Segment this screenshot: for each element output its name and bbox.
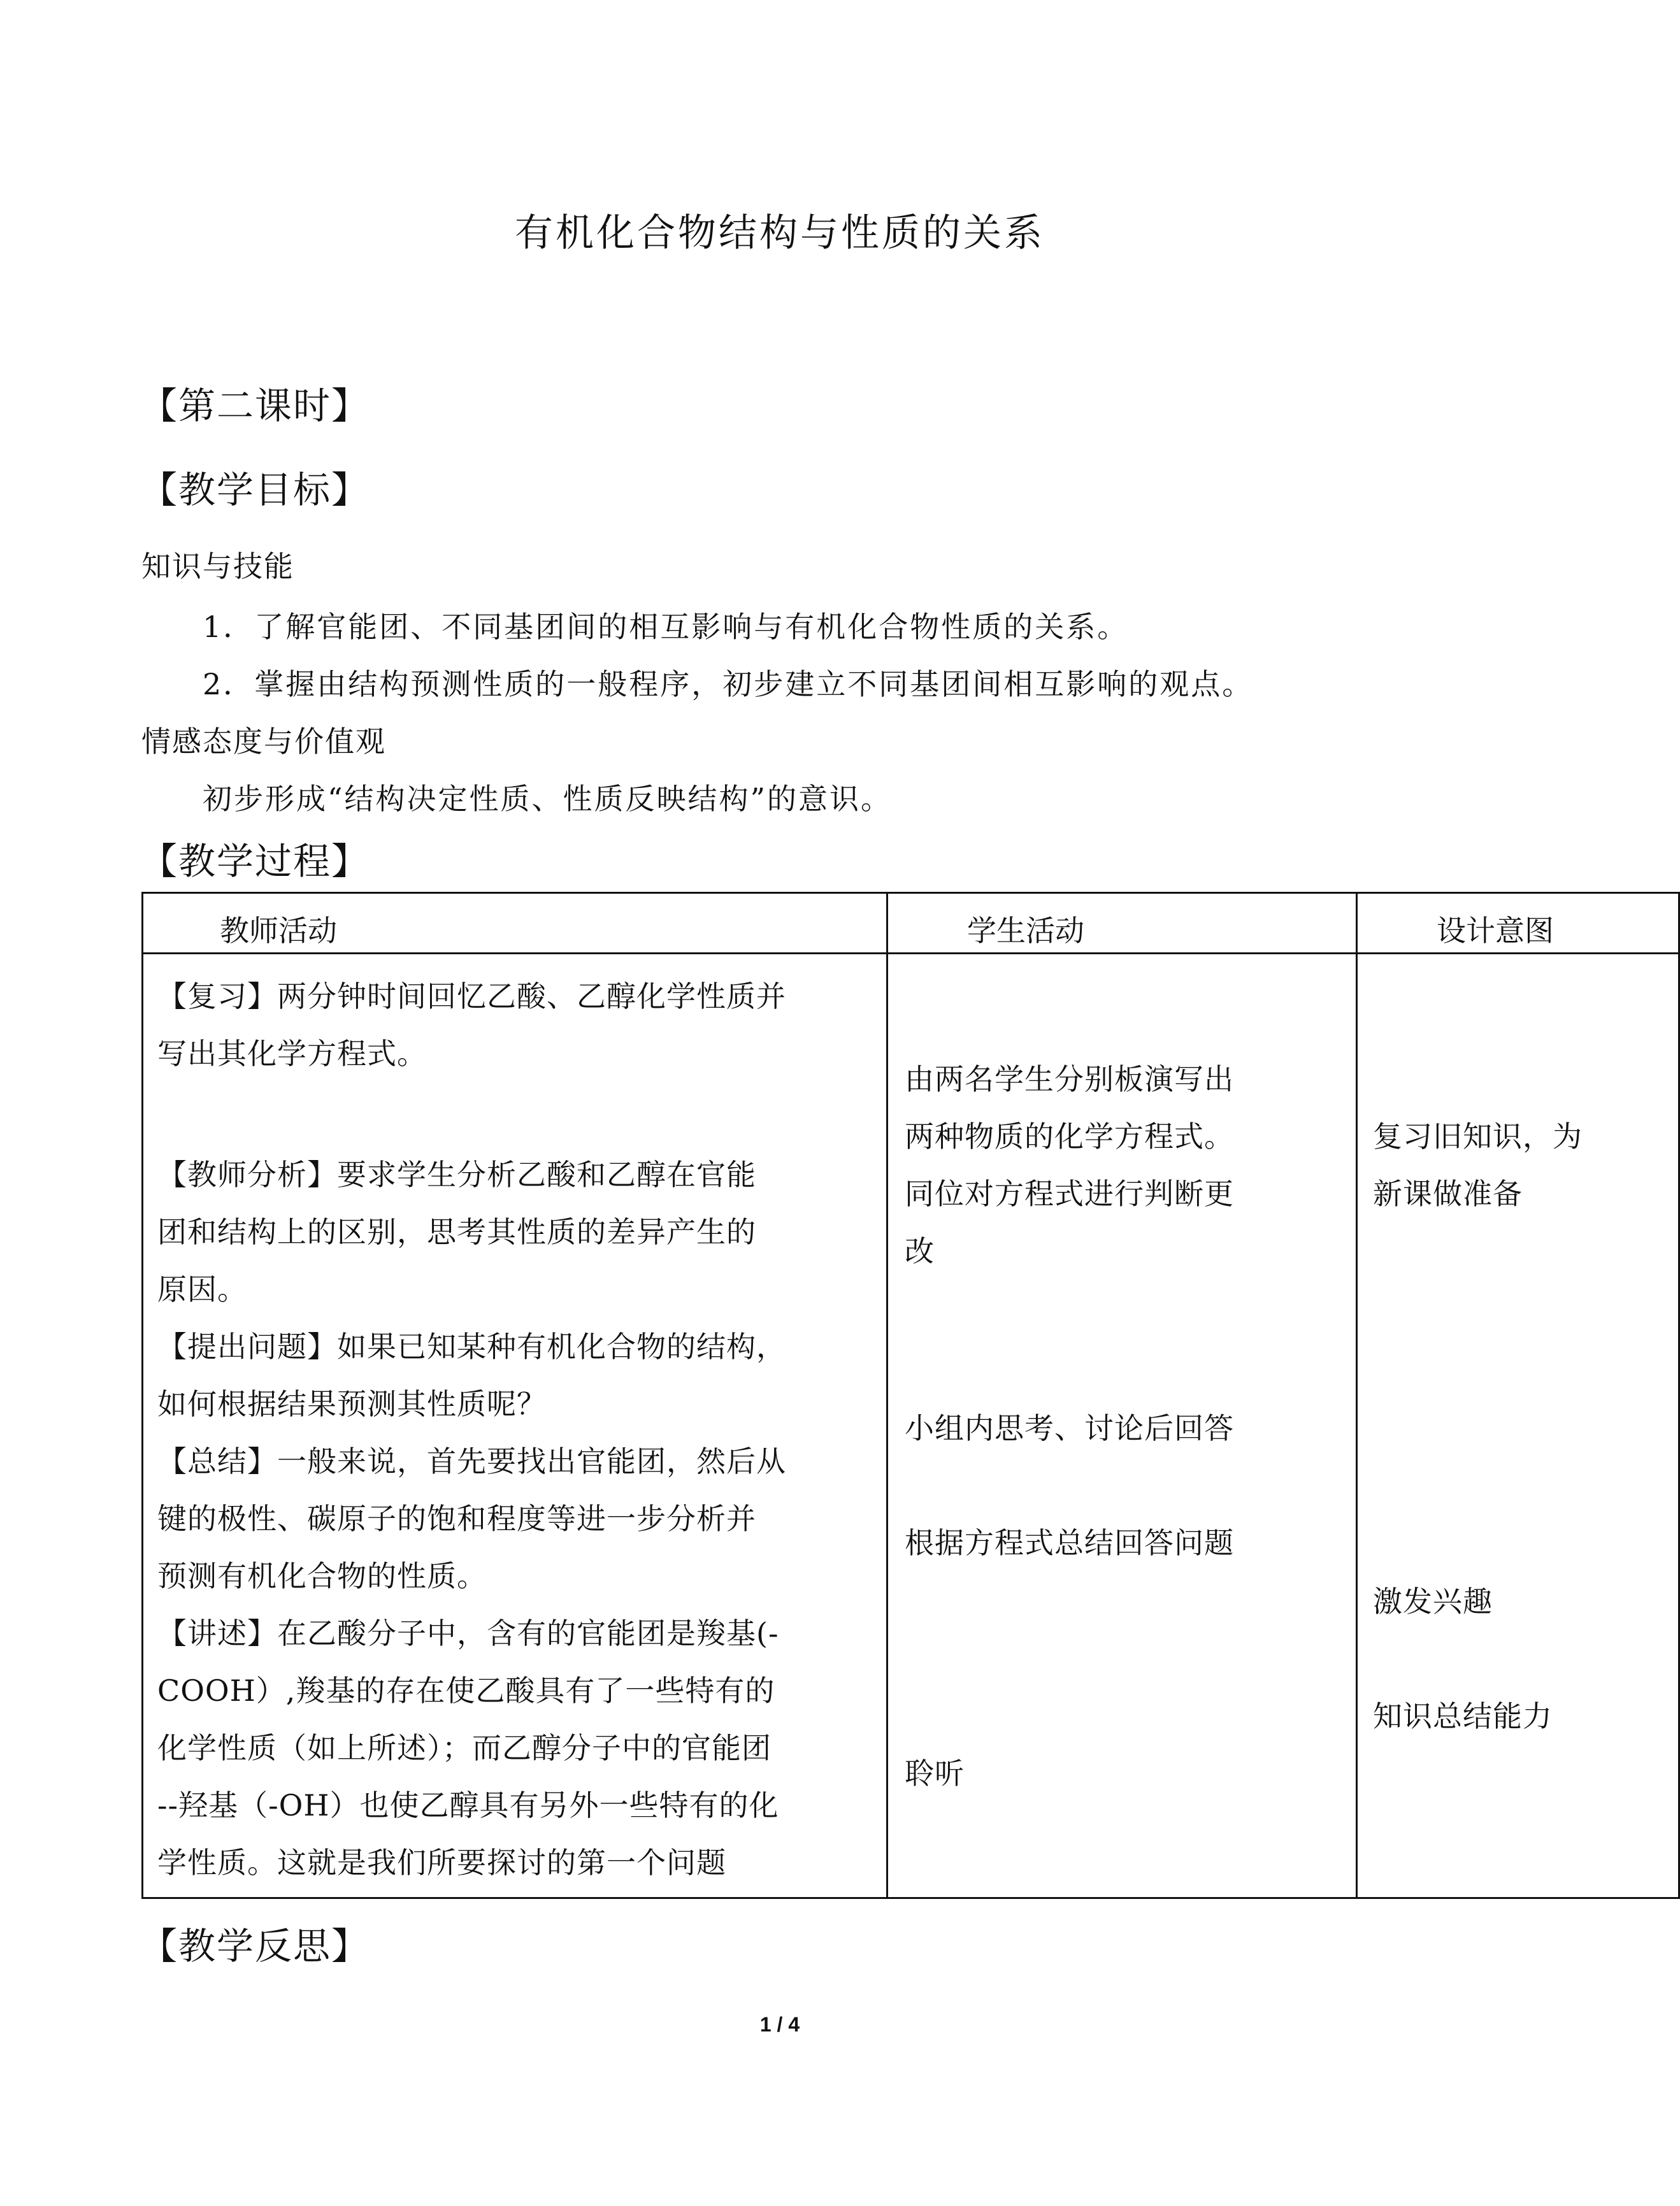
process-heading: 【教学过程】 xyxy=(140,840,370,883)
header-student-activity: 学生活动 xyxy=(887,893,1357,954)
header-teacher-activity: 教师活动 xyxy=(143,893,887,954)
design-line: 知识总结能力 xyxy=(1373,1699,1553,1733)
design-line: 新课做准备 xyxy=(1373,1177,1523,1211)
objectives-heading: 【教学目标】 xyxy=(140,468,370,512)
teacher-line: --羟基（-OH）也使乙醇具有另外一些特有的化 xyxy=(157,1788,779,1823)
knowledge-heading: 知识与技能 xyxy=(141,549,294,584)
student-line: 由两名学生分别板演写出 xyxy=(905,1062,1234,1096)
design-intent-cell xyxy=(1357,954,1679,1898)
design-line: 复习旧知识，为 xyxy=(1373,1119,1583,1154)
reflection-heading: 【教学反思】 xyxy=(140,1924,370,1968)
teacher-activity-cell xyxy=(143,954,887,1898)
teacher-line: 写出其化学方程式。 xyxy=(157,1036,427,1071)
teacher-line: 预测有机化合物的性质。 xyxy=(157,1559,487,1593)
student-line: 根据方程式总结回答问题 xyxy=(905,1526,1234,1560)
table-row xyxy=(143,954,1679,1898)
emotion-heading: 情感态度与价值观 xyxy=(141,724,386,759)
teacher-line: 学性质。这就是我们所要探讨的第一个问题 xyxy=(157,1845,726,1880)
teacher-line: 【讲述】在乙酸分子中，含有的官能团是羧基(- xyxy=(157,1616,779,1651)
student-line: 聆听 xyxy=(905,1756,965,1791)
student-activity-cell xyxy=(887,954,1357,1898)
teacher-line: 【总结】一般来说，首先要找出官能团，然后从 xyxy=(157,1444,786,1479)
teacher-line: 原因。 xyxy=(157,1272,247,1307)
student-line: 两种物质的化学方程式。 xyxy=(905,1119,1234,1154)
header-design-intent: 设计意图 xyxy=(1357,893,1679,954)
table-header-row xyxy=(143,893,1679,954)
student-line: 同位对方程式进行判断更 xyxy=(905,1177,1234,1211)
knowledge-item-2: 2．掌握由结构预测性质的一般程序，初步建立不同基团间相互影响的观点。 xyxy=(203,667,1254,701)
teacher-line: COOH）,羧基的存在使乙酸具有了一些特有的 xyxy=(157,1673,775,1708)
student-line: 小组内思考、讨论后回答 xyxy=(905,1411,1234,1445)
student-line: 改 xyxy=(905,1234,935,1268)
design-line: 激发兴趣 xyxy=(1373,1584,1493,1619)
teaching-process-table xyxy=(141,892,1680,1899)
teacher-line: 团和结构上的区别，思考其性质的差异产生的 xyxy=(157,1215,756,1249)
page-number: 1 / 4 xyxy=(759,2013,800,2036)
knowledge-item-1: 1．了解官能团、不同基团间的相互影响与有机化合物性质的关系。 xyxy=(203,610,1129,644)
teacher-line: 化学性质（如上所述）；而乙醇分子中的官能团 xyxy=(157,1731,772,1765)
teacher-line: 【复习】两分钟时间回忆乙酸、乙醇化学性质并 xyxy=(157,979,786,1013)
teacher-line: 键的极性、碳原子的饱和程度等进一步分析并 xyxy=(157,1501,756,1536)
emotion-text: 初步形成“结构决定性质、性质反映结构”的意识。 xyxy=(203,782,893,816)
teacher-line: 【提出问题】如果已知某种有机化合物的结构， xyxy=(157,1329,786,1364)
page-title: 有机化合物结构与性质的关系 xyxy=(515,211,1045,255)
lesson-label: 【第二课时】 xyxy=(140,384,370,427)
teacher-line: 如何根据结果预测其性质呢？ xyxy=(157,1387,547,1421)
teacher-line: 【教师分析】要求学生分析乙酸和乙醇在官能 xyxy=(157,1157,756,1192)
